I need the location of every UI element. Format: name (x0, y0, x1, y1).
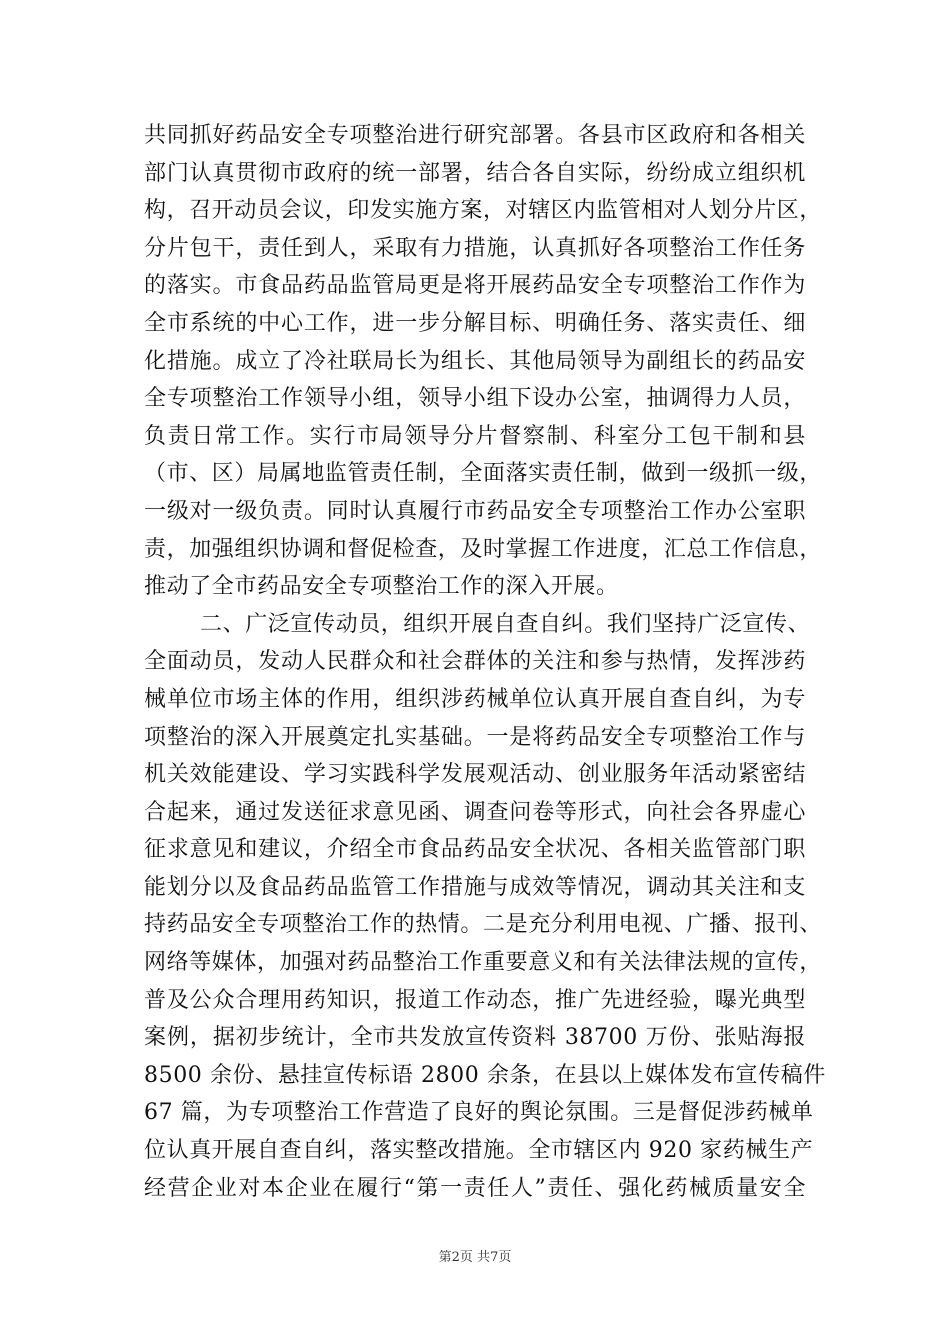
page-footer (0, 1246, 950, 1270)
text-line: 共同抓好药品安全专项整治进行研究部署。各县市区政府和各相关 (144, 123, 806, 148)
document-body (144, 117, 826, 1207)
section-heading-line: 二、广泛宣传动员，组织开展自查自纠。我们坚持广泛宣传、 (200, 611, 811, 637)
text-line: （市、区）局属地监管责任制，全面落实责任制，做到一级抓一级， (144, 461, 823, 487)
text-line: 持药品安全专项整治工作的热情。二是充分利用电视、广播、报刊、 (144, 912, 823, 938)
text-line: 化措施。成立了冷社联局长为组长、其他局领导为副组长的药品安 (144, 348, 806, 374)
text-line: 合起来，通过发送征求意见函、调查问卷等形式，向社会各界虚心 (144, 799, 806, 825)
text-line: 推动了全市药品安全专项整治工作的深入开展。 (144, 574, 619, 600)
text-line: 分片包干，责任到人，采取有力措施，认真抓好各项整治工作任务 (144, 235, 806, 261)
text-line: 全专项整治工作领导小组，领导小组下设办公室，抽调得力人员， (144, 386, 806, 412)
text-line: 负责日常工作。实行市局领导分片督察制、科室分工包干制和县 (144, 423, 806, 449)
footer-prefix: 第 (438, 1250, 452, 1265)
current-page-number: 2 (451, 1250, 460, 1265)
text-line: 全面动员，发动人民群众和社会群体的关注和参与热情，发挥涉药 (144, 649, 806, 675)
text-line: 网络等媒体，加强对药品整治工作重要意义和有关法律法规的宣传， (144, 950, 823, 976)
text-line: 8500 余份、悬挂宣传标语 2800 余条，在县以上媒体发布宣传稿件 (144, 1062, 826, 1088)
text-line: 案例，据初步统计，全市共发放宣传资料 38700 万份、张贴海报 (144, 1025, 806, 1051)
text-line: 征求意见和建议，介绍全市食品药品安全状况、各相关监管部门职 (144, 837, 806, 863)
text-line: 能划分以及食品药品监管工作措施与成效等情况，调动其关注和支 (144, 874, 806, 900)
text-line: 经营企业对本企业在履行“第一责任人”责任、强化药械质量安全 (144, 1175, 806, 1201)
text-line: 位认真开展自查自纠，落实整改措施。全市辖区内 920 家药械生产 (144, 1138, 814, 1164)
text-line: 责，加强组织协调和督促检查，及时掌握工作进度，汇总工作信息， (144, 536, 823, 562)
text-line: 67 篇，为专项整治工作营造了良好的舆论氛围。三是督促涉药械单 (144, 1100, 814, 1126)
text-line: 项整治的深入开展奠定扎实基础。一是将药品安全专项整治工作与 (144, 724, 806, 750)
text-line: 普及公众合理用药知识，报道工作动态，推广先进经验，曝光典型 (144, 987, 806, 1013)
footer-suffix: 页 (498, 1250, 512, 1265)
total-pages-number: 7 (490, 1250, 499, 1265)
footer-middle: 页 共 (459, 1250, 491, 1265)
text-line: 的落实。市食品药品监管局更是将开展药品安全专项整治工作作为 (144, 273, 806, 299)
text-line: 全市系统的中心工作，进一步分解目标、明确任务、落实责任、细 (144, 310, 806, 336)
text-line: 构，召开动员会议，印发实施方案，对辖区内监管相对人划分片区， (144, 198, 823, 224)
text-line: 部门认真贯彻市政府的统一部署，结合各自实际，纷纷成立组织机 (144, 160, 806, 186)
text-line: 械单位市场主体的作用，组织涉药械单位认真开展自查自纠，为专 (144, 686, 806, 712)
text-line: 机关效能建设、学习实践科学发展观活动、创业服务年活动紧密结 (144, 762, 806, 788)
text-line: 一级对一级负责。同时认真履行市药品安全专项整治工作办公室职 (144, 498, 806, 524)
